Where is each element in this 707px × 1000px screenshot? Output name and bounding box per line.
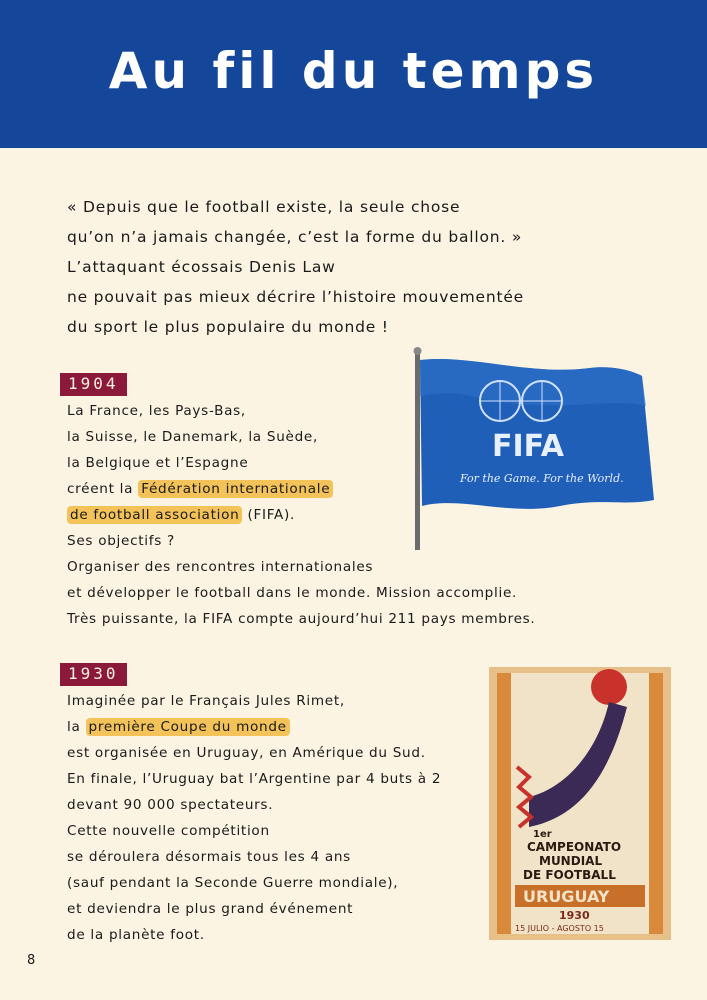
- poster-year: 1930: [559, 909, 590, 922]
- poster-line2: MUNDIAL: [539, 854, 603, 868]
- poster-ordinal: 1er: [533, 829, 552, 840]
- flag-fifa-text: FIFA: [492, 429, 564, 464]
- highlight-fifa-name: Fédération internationale: [138, 480, 333, 498]
- text-fragment: la: [67, 719, 86, 735]
- text-line: de la planète foot.: [67, 927, 205, 943]
- poster-line3: DE FOOTBALL: [523, 868, 616, 882]
- text-fragment: (FIFA).: [242, 507, 295, 523]
- ball-icon: [591, 669, 627, 705]
- text-line: (sauf pendant la Seconde Guerre mondiale),: [67, 875, 399, 891]
- text-line: est organisée en Uruguay, en Amérique du Sud.: [67, 745, 426, 761]
- flag-pole: [415, 350, 420, 550]
- highlight-world-cup: première Coupe du monde: [86, 718, 290, 736]
- page-title: Au fil du temps: [108, 42, 599, 100]
- text-line: se déroulera désormais tous les 4 ans: [67, 849, 351, 865]
- text-line: la Belgique et l’Espagne: [67, 455, 249, 471]
- intro-line: L’attaquant écossais Denis Law: [67, 258, 336, 276]
- world-cup-1930-poster: [489, 667, 671, 940]
- intro-line: du sport le plus populaire du monde !: [67, 318, 389, 336]
- text-line: Ses objectifs ?: [67, 533, 175, 549]
- intro-line: qu’on n’a jamais changée, c’est la forme du ballon. »: [67, 228, 523, 246]
- text-line: En finale, l’Uruguay bat l’Argentine par 4 buts à 2: [67, 771, 442, 787]
- intro-line: « Depuis que le football existe, la seule chose: [67, 198, 461, 216]
- poster-country: URUGUAY: [523, 887, 610, 906]
- text-line: La France, les Pays-Bas,: [67, 403, 246, 419]
- text-line: la Suisse, le Danemark, la Suède,: [67, 429, 318, 445]
- text-line: Organiser des rencontres internationales: [67, 559, 374, 575]
- text-line: Très puissante, la FIFA compte aujourd’hui 211 pays membres.: [67, 611, 536, 627]
- poster-line1: CAMPEONATO: [527, 840, 622, 854]
- flag-pole-top: [414, 347, 422, 355]
- text-fragment: créent la: [67, 481, 139, 497]
- text-line: [67, 714, 441, 740]
- flag-tagline-text: For the Game. For the World.: [460, 472, 624, 485]
- page-number: 8: [27, 953, 36, 968]
- intro-line: ne pouvait pas mieux décrire l’histoire mouvementée: [67, 288, 525, 306]
- section-1930-text: [67, 688, 441, 948]
- page-header: [0, 0, 707, 148]
- fifa-flag-image: [410, 346, 660, 552]
- text-line: et développer le football dans le monde. Mission accomplie.: [67, 585, 518, 601]
- highlight-fifa-name-2: de football association: [67, 506, 242, 524]
- text-line: Cette nouvelle compétition: [67, 823, 270, 839]
- text-line: et deviendra le plus grand événement: [67, 901, 354, 917]
- text-line: devant 90 000 spectateurs.: [67, 797, 274, 813]
- year-badge-1904: 1904: [60, 373, 127, 396]
- intro-paragraph: [67, 192, 627, 342]
- poster-dates: 15 JULIO - AGOSTO 15: [515, 924, 604, 933]
- year-badge-1930: 1930: [60, 663, 127, 686]
- text-line: Imaginée par le Français Jules Rimet,: [67, 693, 345, 709]
